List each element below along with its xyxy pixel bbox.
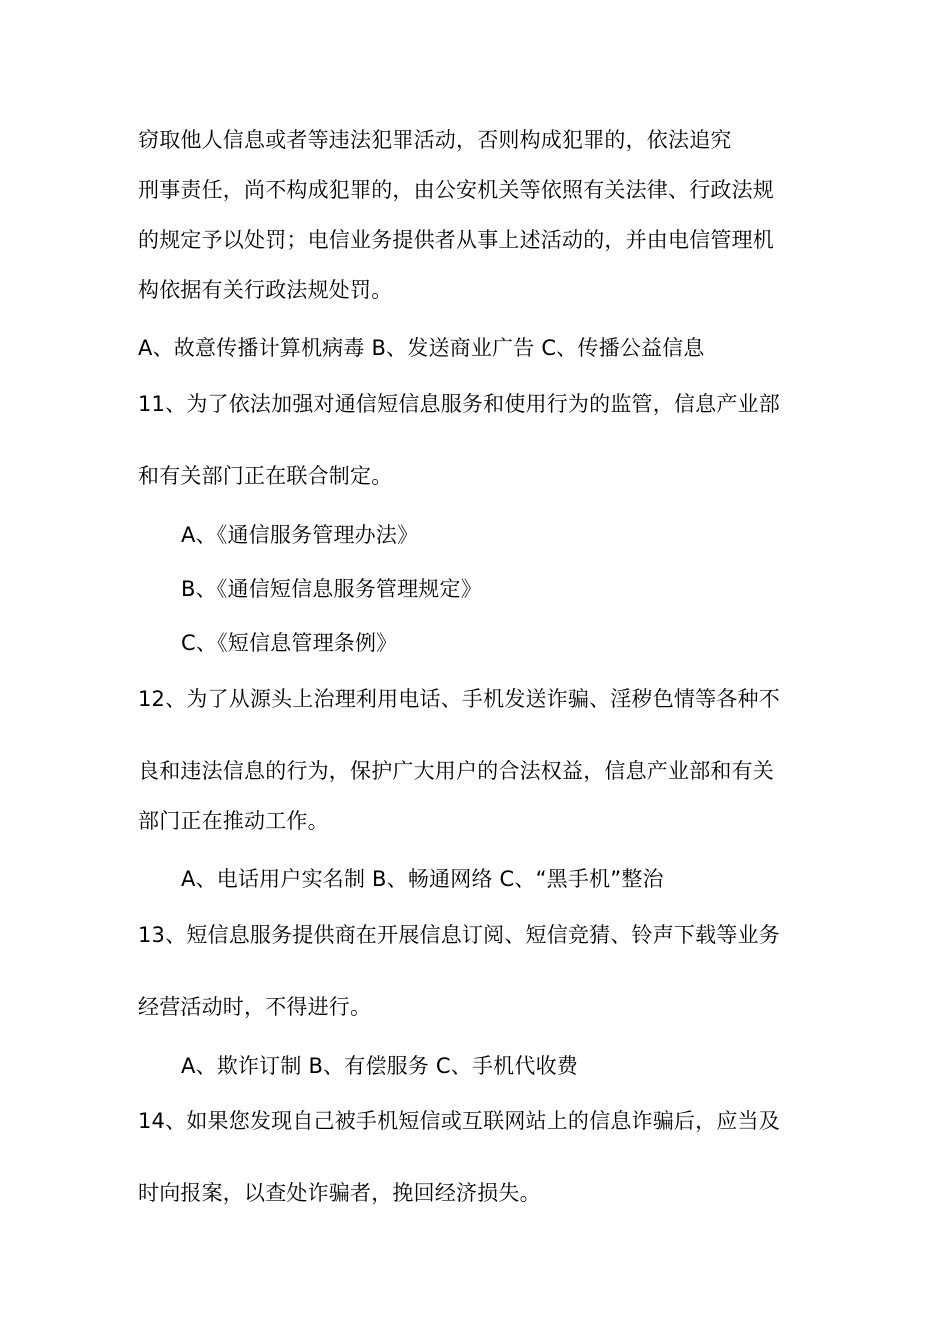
paragraph-line: 刑事责任，尚不构成犯罪的，由公安机关等依照有关法律、行政法规: [138, 178, 774, 202]
question-12-cont: 部门正在推动工作。: [138, 809, 329, 833]
paragraph-line: 窃取他人信息或者等违法犯罪活动，否则构成犯罪的，依法追究: [138, 128, 732, 152]
answer-options: A、电话用户实名制 B、畅通网络 C、“黑手机”整治: [181, 867, 664, 891]
option-c: C、《短信息管理条例》: [181, 631, 398, 655]
question-12: 12、为了从源头上治理利用电话、手机发送诈骗、淫秽色情等各种不: [138, 687, 780, 711]
question-13-cont: 经营活动时，不得进行。: [138, 995, 372, 1019]
answer-options: A、故意传播计算机病毒 B、发送商业广告 C、传播公益信息: [138, 336, 705, 360]
paragraph-line: 构依据有关行政法规处罚。: [138, 278, 393, 302]
answer-options: A、欺诈订制 B、有偿服务 C、手机代收费: [181, 1054, 578, 1078]
question-14: 14、如果您发现自己被手机短信或互联网站上的信息诈骗后，应当及: [138, 1109, 780, 1133]
question-13: 13、短信息服务提供商在开展信息订阅、短信竞猜、铃声下载等业务: [138, 923, 780, 947]
question-11: 11、为了依法加强对通信短信息服务和使用行为的监管，信息产业部: [138, 392, 780, 416]
option-b: B、《通信短信息服务管理规定》: [181, 577, 482, 601]
question-14-cont: 时向报案，以查处诈骗者，挽回经济损失。: [138, 1181, 541, 1205]
option-a: A、《通信服务管理办法》: [181, 523, 419, 547]
question-12-cont: 良和违法信息的行为，保护广大用户的合法权益，信息产业部和有关: [138, 759, 774, 783]
question-11-cont: 和有关部门正在联合制定。: [138, 464, 393, 488]
paragraph-line: 的规定予以处罚；电信业务提供者从事上述活动的，并由电信管理机: [138, 228, 774, 252]
